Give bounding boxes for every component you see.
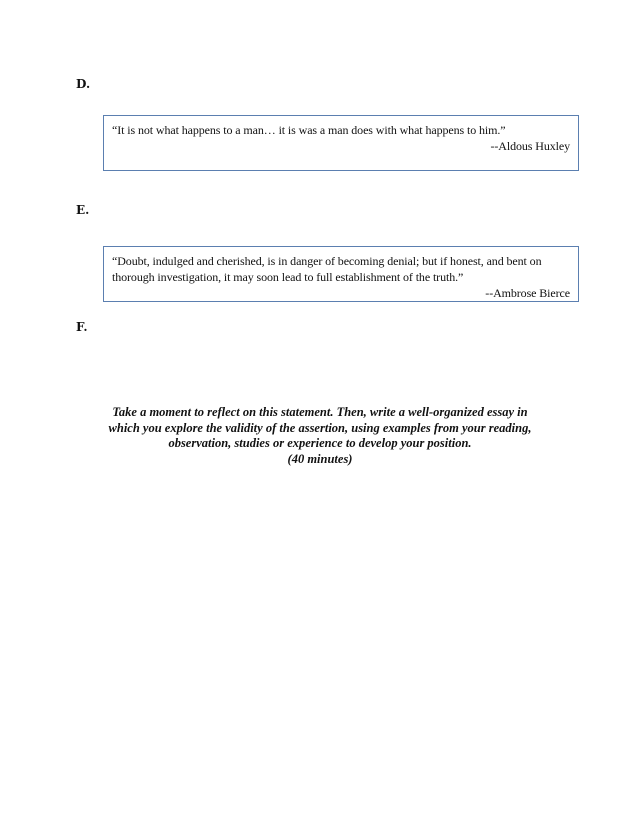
prompt-line-3: observation, studies or experience to develop your position. bbox=[168, 436, 472, 450]
section-label-d: D. bbox=[76, 77, 91, 91]
quote-text-bierce: “Doubt, indulged and cherished, is in danger of becoming denial; but if honest, and bent on thorough investigation, it may soon lead to full establishment of the truth.” bbox=[112, 254, 542, 284]
quote-box-bierce bbox=[103, 246, 579, 302]
quote-author-bierce: --Ambrose Bierce bbox=[485, 286, 570, 300]
prompt-line-2: which you explore the validity of the assertion, using examples from your reading, bbox=[108, 420, 532, 435]
prompt-time: (40 minutes) bbox=[287, 451, 353, 466]
section-label-e: E. bbox=[76, 203, 90, 217]
section-label-f: F. bbox=[76, 320, 88, 334]
quote-author-huxley: --Aldous Huxley bbox=[490, 139, 570, 153]
quote-text-huxley: “It is not what happens to a man… it is was a man does with what happens to him.” bbox=[112, 123, 506, 137]
quote-box-huxley bbox=[103, 115, 579, 171]
essay-prompt bbox=[80, 405, 560, 467]
prompt-line-1: Take a moment to reflect on this statement. Then, write a well-organized essay in bbox=[112, 405, 528, 419]
